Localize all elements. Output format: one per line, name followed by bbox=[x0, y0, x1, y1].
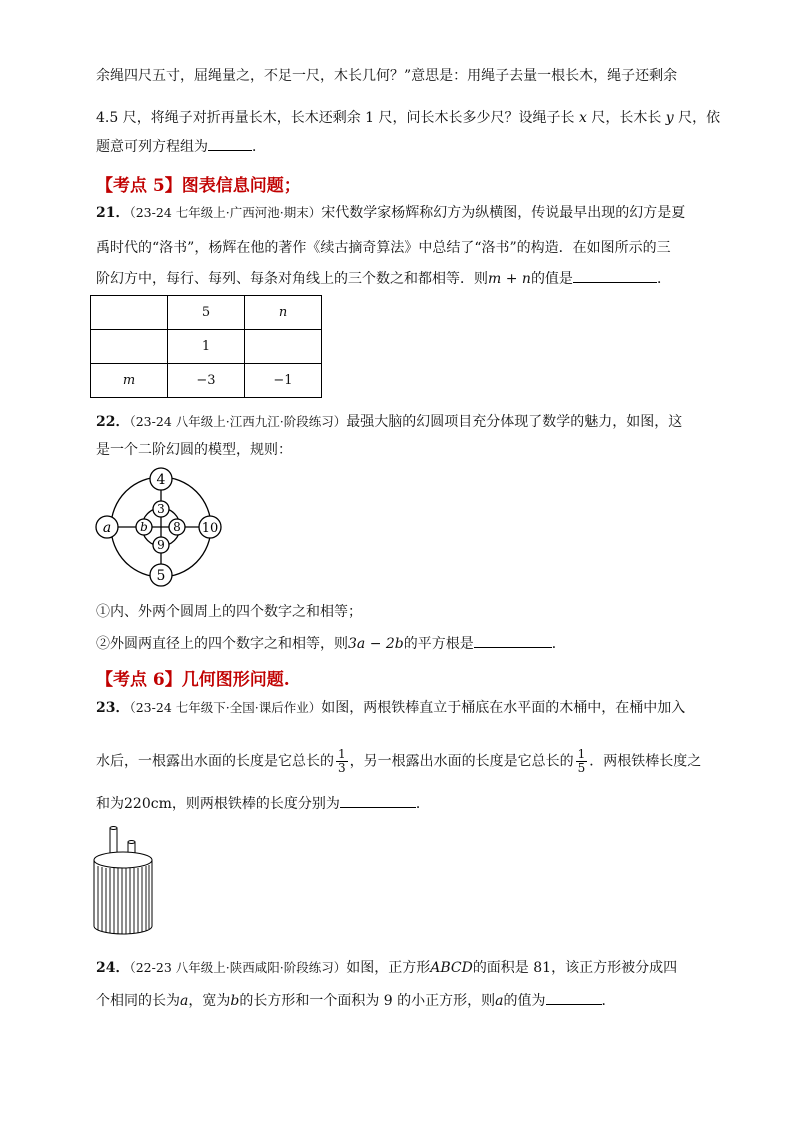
barrel-body bbox=[94, 860, 152, 934]
table-cell: −3 bbox=[168, 364, 245, 398]
q23-line-2: 水后，一根露出水面的长度是它总长的 $\frac{1}{3}$ ，另一根露出水面的长度是它总长的 $\frac{1}{5}$ ．两根铁棒长度之 bbox=[96, 747, 702, 775]
fraction-one-third: $\frac{1}{3}$ bbox=[338, 747, 346, 775]
table-cell bbox=[91, 296, 168, 330]
section-6-title: 【考点 6】几何图形问题. bbox=[96, 670, 290, 690]
circle-inner-top: 3 bbox=[157, 502, 165, 516]
table-row bbox=[91, 330, 322, 364]
section-5-title: 【考点 5】图表信息问题； bbox=[96, 176, 301, 196]
table-cell: 1 bbox=[168, 330, 245, 364]
q22-line-2: 是一个二阶幻圆的模型，规则： bbox=[96, 442, 292, 458]
circle-inner-right: 8 bbox=[173, 520, 181, 534]
q22-rule-1: ①内、外两个圆周上的四个数字之和相等； bbox=[96, 604, 362, 620]
intro-line-2: 4.5 尺，将绳子对折再量长木，长木还剩余 1 尺，问长木长多少尺？设绳子长 x 尺，长木长 y 尺，依 bbox=[96, 110, 721, 126]
circle-inner-bottom: 9 bbox=[157, 538, 165, 552]
circle-top: 4 bbox=[156, 472, 166, 488]
table-row bbox=[91, 364, 322, 398]
answer-blank bbox=[340, 793, 416, 808]
table-cell: n bbox=[245, 296, 322, 330]
table-cell bbox=[91, 330, 168, 364]
intro-line-1: 余绳四尺五寸，屈绳量之，不足一尺，木长几何？”意思是：用绳子去量一根长木，绳子还剩余 bbox=[96, 68, 678, 84]
answer-blank bbox=[208, 136, 252, 151]
circle-left: a bbox=[102, 520, 112, 536]
answer-blank bbox=[474, 633, 552, 648]
table-cell: −1 bbox=[245, 364, 322, 398]
table-cell: m bbox=[91, 364, 168, 398]
magic-square-table bbox=[90, 295, 322, 398]
table-row bbox=[91, 296, 322, 330]
q22-rule-2: ②外圆两直径上的四个数字之和相等，则3a − 2b的平方根是 ． bbox=[96, 633, 566, 654]
q21-line-2: 禹时代的“洛书”，杨辉在他的著作《续古摘奇算法》中总结了“洛书”的构造．在如图所示的三 bbox=[96, 240, 671, 256]
q23-line-1: 23．（23-24 七年级下·全国·课后作业）如图，两根铁棒直立于桶底在水平面的木桶中，在桶中加入 bbox=[96, 700, 686, 716]
circle-right: 10 bbox=[201, 521, 219, 536]
q21-line-3: 阶幻方中，每行、每列、每条对角线上的三个数之和都相等．则m + n的值是 ． bbox=[96, 268, 671, 289]
answer-blank bbox=[573, 268, 657, 283]
table-cell: 5 bbox=[168, 296, 245, 330]
circle-inner-left: b bbox=[140, 520, 148, 534]
circle-bottom: 5 bbox=[156, 568, 166, 584]
q24-line-1: 24．（22-23 八年级上·陕西咸阳·阶段练习）如图，正方形ABCD的面积是 81，该正方形被分成四 bbox=[96, 960, 678, 976]
magic-circle-diagram bbox=[88, 462, 228, 592]
intro-line-3: 题意可列方程组为 ． bbox=[96, 136, 266, 157]
q24-line-2: 个相同的长为a，宽为b的长方形和一个面积为 9 的小正方形，则a的值为 ． bbox=[96, 990, 616, 1011]
q22-line-1: 22．（23-24 八年级上·江西九江·阶段练习）最强大脑的幻圆项目充分体现了数学的魅力，如图，这 bbox=[96, 414, 683, 430]
answer-blank bbox=[546, 990, 602, 1005]
fraction-one-fifth: $\frac{1}{5}$ bbox=[577, 747, 586, 775]
q21-line-1: 21．（23-24 七年级上·广西河池·期末）宋代数学家杨辉称幻方为纵横图，传说最早出现的幻方是夏 bbox=[96, 205, 686, 221]
barrel-figure bbox=[90, 826, 160, 938]
q23-line-3: 和为220cm，则两根铁棒的长度分别为 ． bbox=[96, 793, 430, 814]
table-cell bbox=[245, 330, 322, 364]
